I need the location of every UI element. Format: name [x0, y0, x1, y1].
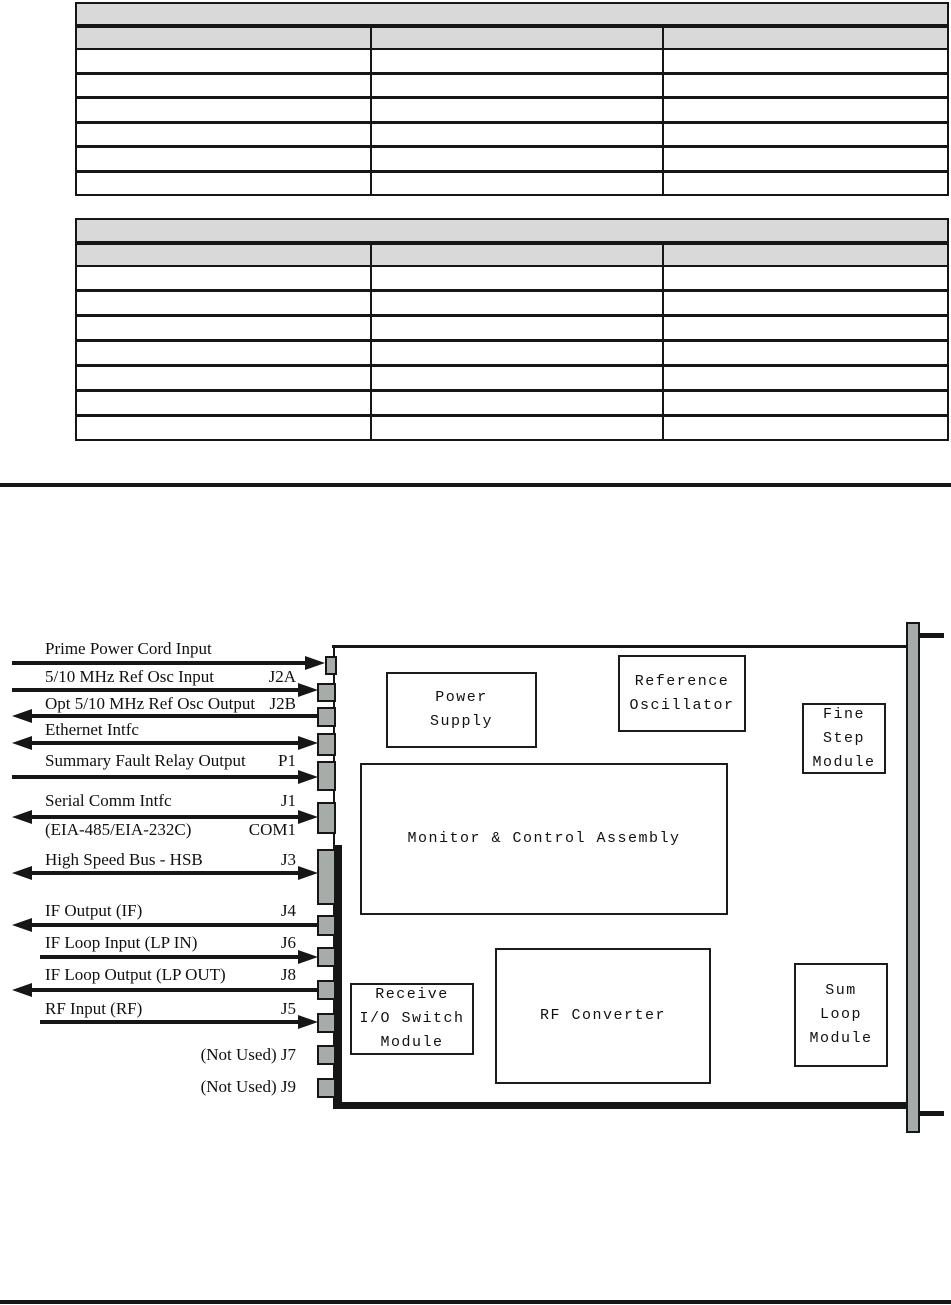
- section-divider-rule: [0, 483, 951, 487]
- table-cell: [662, 342, 947, 364]
- connector-port-label: J1: [280, 791, 296, 810]
- table-cell: [662, 392, 947, 414]
- connector-block: [317, 915, 336, 936]
- arrowhead-right-icon: [298, 1015, 318, 1029]
- connector-port-label: (Not Used) J9: [200, 1077, 296, 1096]
- table-row: [77, 417, 947, 439]
- table-cell: [370, 292, 661, 314]
- table-row: [77, 50, 947, 75]
- table-cell: [662, 124, 947, 146]
- spec-table-1: [75, 2, 949, 196]
- rear-bracket-bar: [906, 622, 920, 1133]
- table-row: [77, 367, 947, 392]
- signal-line: [30, 871, 300, 875]
- table-cell: [77, 417, 370, 439]
- connector-block: [317, 802, 336, 834]
- table-cell: [662, 50, 947, 72]
- connector-label: Summary Fault Relay Output: [45, 751, 246, 770]
- module-label-line: Supply: [429, 713, 493, 730]
- table-cell: [662, 367, 947, 389]
- connector-label: Ethernet Intfc: [45, 720, 139, 739]
- connector-port-label: (Not Used) J7: [200, 1045, 296, 1064]
- module-label-line: I/O Switch: [359, 1010, 465, 1027]
- table-cell: [77, 99, 370, 121]
- connector-block: [317, 980, 336, 1000]
- spec-table-2: [75, 218, 949, 441]
- connector-label: (EIA-485/EIA-232C): [45, 820, 192, 839]
- table-cell: [370, 367, 661, 389]
- module-label-line: Oscillator: [629, 696, 735, 714]
- connector-block: [325, 656, 337, 675]
- module-label-line: Module: [809, 1030, 873, 1047]
- connector-port-label: J3: [280, 850, 296, 869]
- signal-line: [40, 955, 300, 959]
- table-row: [77, 99, 947, 124]
- table-cell: [370, 317, 661, 339]
- signal-line: [12, 775, 300, 779]
- chassis-tick-bottom: [919, 1111, 944, 1116]
- table-cell: [77, 75, 370, 97]
- connector-label: RF Input (RF): [45, 999, 143, 1018]
- table-row: [77, 173, 947, 195]
- table-cell: [662, 173, 947, 195]
- table-cell: [77, 50, 370, 72]
- connector-block: [317, 1078, 336, 1098]
- arrowhead-right-icon: [298, 866, 318, 880]
- table-cell: [370, 392, 661, 414]
- connector-block: [317, 947, 336, 967]
- table-cell: [370, 342, 661, 364]
- connector-label: Prime Power Cord Input: [45, 639, 212, 658]
- table-cell: [77, 267, 370, 289]
- table-row: [77, 317, 947, 342]
- table-row: [77, 292, 947, 317]
- table-cell: [370, 50, 661, 72]
- table-cell: [77, 124, 370, 146]
- table-cell: [77, 148, 370, 170]
- table-row: [77, 392, 947, 417]
- module-label-line: Monitor & Control Assembly: [407, 830, 681, 847]
- connector-block: [317, 761, 336, 791]
- module-label-line: Fine: [822, 705, 865, 723]
- table-cell: [77, 173, 370, 195]
- table-header-row: [77, 28, 947, 50]
- arrowhead-right-icon: [305, 656, 325, 670]
- arrowhead-left-icon: [12, 810, 32, 824]
- module-label-line: Sum: [825, 982, 857, 999]
- module-box-sum-loop-module: [794, 963, 888, 1067]
- arrowhead-left-icon: [12, 709, 32, 723]
- table-row: [77, 124, 947, 149]
- module-box-reference-oscillator: [618, 655, 746, 732]
- module-label-line: Power: [435, 689, 488, 706]
- table-cell: [370, 75, 661, 97]
- table-cell: [77, 342, 370, 364]
- module-label-line: Module: [812, 753, 876, 771]
- table-cell: [662, 417, 947, 439]
- table-header-cell: [370, 245, 661, 265]
- table-cell: [77, 292, 370, 314]
- arrowhead-right-icon: [298, 770, 318, 784]
- module-box-rf-converter: [495, 948, 711, 1084]
- module-label-line: Step: [822, 729, 865, 747]
- signal-line: [40, 1020, 300, 1024]
- chassis-top: [332, 645, 908, 648]
- connector-block: [317, 683, 336, 702]
- module-box-receive-io-switch-module: [350, 983, 474, 1055]
- table-row: [77, 75, 947, 100]
- connector-port-label: COM1: [248, 820, 296, 839]
- table-header-row: [77, 245, 947, 267]
- arrowhead-left-icon: [12, 918, 32, 932]
- table-header-cell: [77, 28, 370, 48]
- table-cell: [662, 292, 947, 314]
- arrowhead-right-icon: [298, 683, 318, 697]
- module-label-line: Loop: [819, 1006, 862, 1023]
- arrowhead-left-icon: [12, 866, 32, 880]
- connector-label: IF Loop Output (LP OUT): [45, 965, 226, 984]
- connector-port-label: J2A: [268, 667, 296, 686]
- connector-port-label: P1: [278, 751, 296, 770]
- signal-line: [30, 815, 300, 819]
- table-header-cell: [370, 28, 661, 48]
- table-cell: [662, 267, 947, 289]
- table-row: [77, 267, 947, 292]
- table-cell: [370, 267, 661, 289]
- table-header-cell: [662, 245, 947, 265]
- arrowhead-right-icon: [298, 736, 318, 750]
- table-title-bar: [77, 220, 947, 245]
- chassis-bottom: [333, 1102, 908, 1109]
- table-header-cell: [77, 245, 370, 265]
- table-cell: [77, 367, 370, 389]
- connector-port-label: J6: [280, 933, 296, 952]
- connector-port-label: J5: [280, 999, 296, 1018]
- connector-block: [317, 733, 336, 756]
- connector-port-label: J8: [280, 965, 296, 984]
- module-label-line: Receive: [375, 986, 449, 1003]
- module-box-fine-step-module: [802, 703, 886, 774]
- connector-block: [317, 1045, 336, 1065]
- module-label-line: RF Converter: [539, 1007, 667, 1024]
- connector-port-label: J4: [280, 901, 296, 920]
- table-cell: [662, 75, 947, 97]
- connector-port-label: J2B: [269, 694, 296, 713]
- signal-line: [30, 741, 300, 745]
- table-cell: [370, 99, 661, 121]
- module-box-monitor-control-assembly: [360, 763, 728, 915]
- table-row: [77, 342, 947, 367]
- table-cell: [662, 99, 947, 121]
- signal-line: [30, 714, 318, 718]
- connector-label: 5/10 MHz Ref Osc Input: [45, 667, 215, 686]
- module-box-power-supply: [386, 672, 537, 748]
- arrowhead-left-icon: [12, 736, 32, 750]
- table-cell: [77, 392, 370, 414]
- table-title-bar: [77, 4, 947, 28]
- signal-line: [12, 661, 307, 665]
- page-footer-rule: [0, 1300, 951, 1304]
- module-label-line: Reference: [634, 672, 730, 690]
- connector-label: IF Output (IF): [45, 901, 143, 920]
- module-label-line: Module: [380, 1034, 444, 1051]
- signal-line: [12, 688, 300, 692]
- table-cell: [370, 417, 661, 439]
- table-cell: [77, 317, 370, 339]
- connector-label: IF Loop Input (LP IN): [45, 933, 198, 952]
- arrowhead-right-icon: [298, 950, 318, 964]
- connector-label: Serial Comm Intfc: [45, 791, 172, 810]
- signal-line: [30, 923, 318, 927]
- table-row: [77, 148, 947, 173]
- table-cell: [370, 124, 661, 146]
- chassis-tick-top: [919, 633, 944, 638]
- connector-label: High Speed Bus - HSB: [45, 850, 203, 869]
- table-cell: [370, 148, 661, 170]
- table-cell: [370, 173, 661, 195]
- table-cell: [662, 148, 947, 170]
- arrowhead-right-icon: [298, 810, 318, 824]
- connector-block: [317, 1013, 336, 1033]
- connector-label: Opt 5/10 MHz Ref Osc Output: [45, 694, 256, 713]
- signal-line: [30, 988, 318, 992]
- table-header-cell: [662, 28, 947, 48]
- arrowhead-left-icon: [12, 983, 32, 997]
- connector-block: [317, 707, 336, 727]
- connector-block: [317, 849, 336, 905]
- table-cell: [662, 317, 947, 339]
